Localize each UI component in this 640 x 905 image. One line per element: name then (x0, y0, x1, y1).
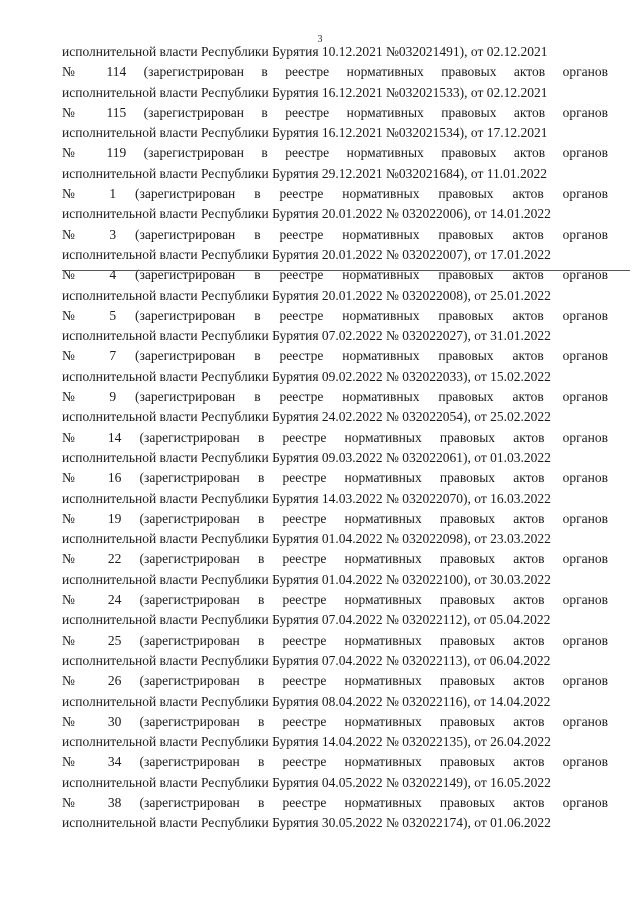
text-line: № 16 (зарегистрирован в реестре нормативных правовых актов органов (62, 470, 608, 486)
text-line: исполнительной власти Республики Бурятия 16.12.2021 №032021534), от 17.12.2021 (62, 125, 548, 141)
text-line: № 5 (зарегистрирован в реестре нормативных правовых актов органов (62, 307, 608, 323)
text-line: № 38 (зарегистрирован в реестре нормативных правовых актов органов (62, 794, 608, 810)
text-line: № 34 (зарегистрирован в реестре нормативных правовых актов органов (62, 754, 608, 770)
text-line: исполнительной власти Республики Бурятия 20.01.2022 № 032022006), от 14.01.2022 (62, 206, 551, 222)
text-line: № 1 (зарегистрирован в реестре нормативных правовых актов органов (62, 186, 608, 202)
text-line: исполнительной власти Республики Бурятия 01.04.2022 № 032022100), от 30.03.2022 (62, 571, 551, 587)
text-line: № 24 (зарегистрирован в реестре нормативных правовых актов органов (62, 592, 608, 608)
text-line: исполнительной власти Республики Бурятия 29.12.2021 №032021684), от 11.01.2022 (62, 165, 548, 181)
text-line: исполнительной власти Республики Бурятия 14.03.2022 № 032022070), от 16.03.2022 (62, 490, 551, 506)
text-line: исполнительной власти Республики Бурятия 01.04.2022 № 032022098), от 23.03.2022 (62, 531, 551, 547)
text-line: исполнительной власти Республики Бурятия 16.12.2021 №032021533), от 02.12.2021 (62, 84, 548, 100)
text-line: исполнительной власти Республики Бурятия 07.04.2022 № 032022113), от 06.04.2022 (62, 652, 551, 668)
text-line: исполнительной власти Республики Бурятия 20.01.2022 № 032022007), от 17.01.2022 (62, 246, 551, 262)
text-line: исполнительной власти Республики Бурятия 20.01.2022 № 032022008), от 25.01.2022 (62, 287, 551, 303)
text-line: № 9 (зарегистрирован в реестре нормативных правовых актов органов (62, 389, 608, 405)
text-line: исполнительной власти Республики Бурятия 14.04.2022 № 032022135), от 26.04.2022 (62, 734, 551, 750)
text-line: исполнительной власти Республики Бурятия 04.05.2022 № 032022149), от 16.05.2022 (62, 774, 551, 790)
text-line: № 114 (зарегистрирован в реестре нормативных правовых актов органов (62, 64, 608, 80)
strikethrough-mark (62, 270, 630, 271)
text-line: № 119 (зарегистрирован в реестре нормативных правовых актов органов (62, 145, 608, 161)
text-line: исполнительной власти Республики Бурятия 07.04.2022 № 032022112), от 05.04.2022 (62, 612, 551, 628)
text-line: исполнительной власти Республики Бурятия 08.04.2022 № 032022116), от 14.04.2022 (62, 693, 551, 709)
text-line: № 30 (зарегистрирован в реестре нормативных правовых актов органов (62, 713, 608, 729)
text-line: исполнительной власти Республики Бурятия 30.05.2022 № 032022174), от 01.06.2022 (62, 815, 551, 831)
text-line: № 7 (зарегистрирован в реестре нормативных правовых актов органов (62, 348, 608, 364)
text-line: исполнительной власти Республики Бурятия 10.12.2021 №032021491), от 02.12.2021 (62, 44, 548, 59)
page-number: 3 (317, 34, 323, 45)
text-line: № 26 (зарегистрирован в реестре нормативных правовых актов органов (62, 673, 608, 689)
text-line: № 19 (зарегистрирован в реестре нормативных правовых актов органов (62, 510, 608, 526)
text-line-struck: № 4 (зарегистрирован в реестре нормативных правовых актов органов (62, 267, 608, 283)
text-line: исполнительной власти Республики Бурятия 09.03.2022 № 032022061), от 01.03.2022 (62, 449, 551, 465)
text-line: № 115 (зарегистрирован в реестре нормативных правовых актов органов (62, 104, 608, 120)
text-line: № 25 (зарегистрирован в реестре нормативных правовых актов органов (62, 632, 608, 648)
text-line: исполнительной власти Республики Бурятия 09.02.2022 № 032022033), от 15.02.2022 (62, 368, 551, 384)
text-line: № 14 (зарегистрирован в реестре нормативных правовых актов органов (62, 429, 608, 445)
text-line: № 22 (зарегистрирован в реестре нормативных правовых актов органов (62, 551, 608, 567)
text-line: исполнительной власти Республики Бурятия 24.02.2022 № 032022054), от 25.02.2022 (62, 409, 551, 425)
text-line: № 3 (зарегистрирован в реестре нормативных правовых актов органов (62, 226, 608, 242)
text-line: исполнительной власти Республики Бурятия 07.02.2022 № 032022027), от 31.01.2022 (62, 328, 551, 344)
document-body (62, 42, 608, 834)
